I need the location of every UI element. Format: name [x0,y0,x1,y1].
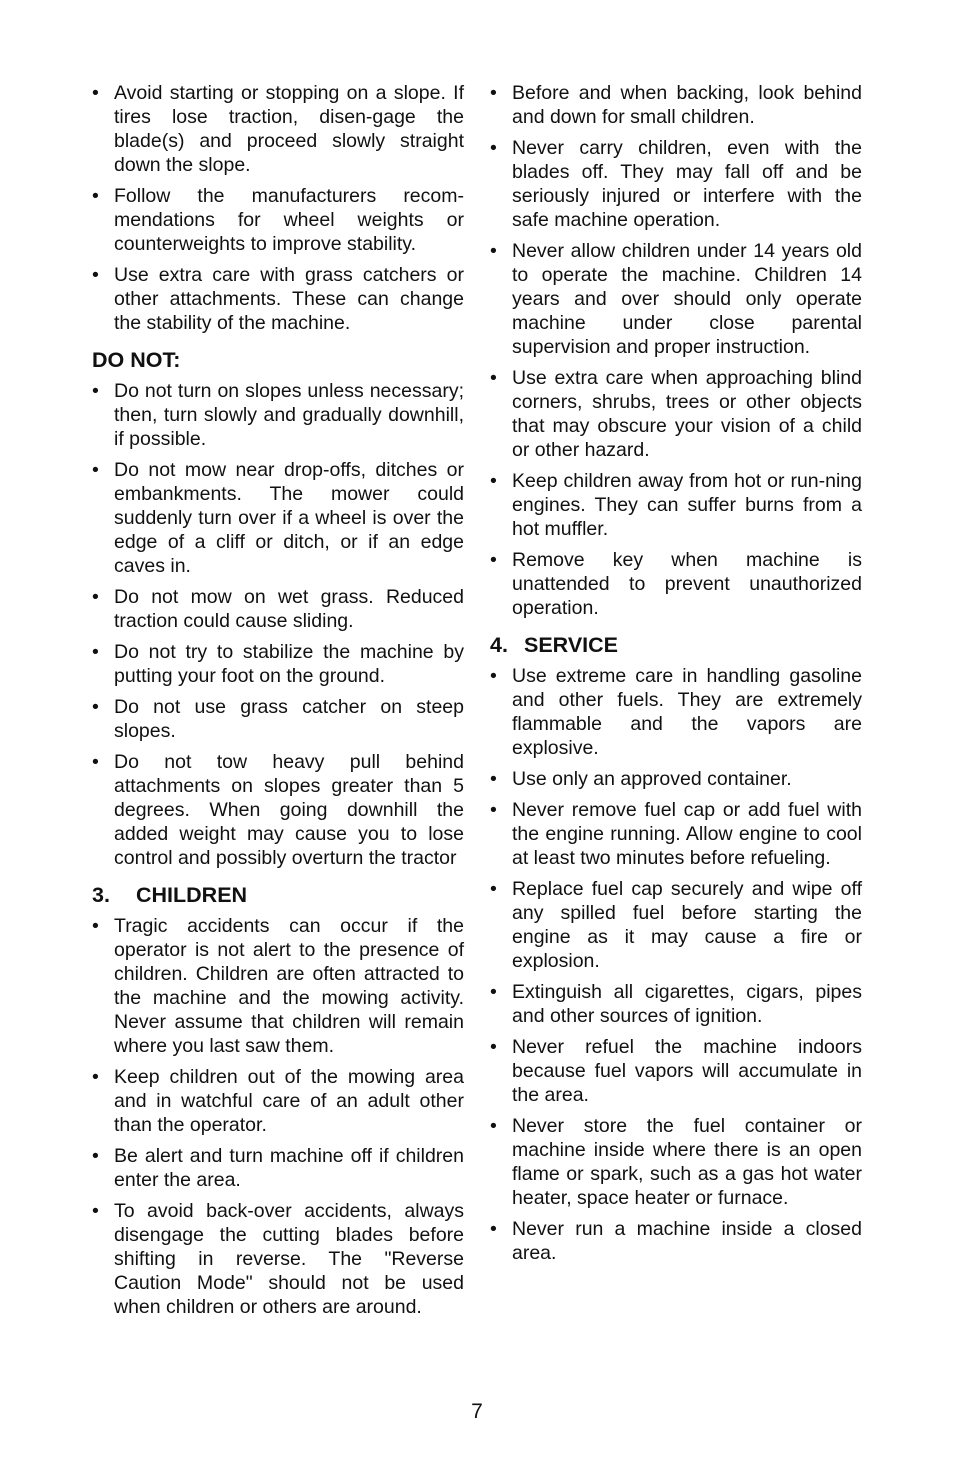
list-item: • Extinguish all cigarettes, cigars, pipes and other sources of ignition. [490,980,862,1028]
children-continued-list [490,81,862,620]
section-title: SERVICE [524,633,618,657]
list-item: • Be alert and turn machine off if children enter the area. [92,1144,464,1192]
section-title: CHILDREN [136,883,248,907]
list-item: • Do not mow near drop-offs, ditches or embankments. The mower could suddenly turn over if a wheel is over the edge of a cliff or ditch, or if an edge caves in. [92,458,464,578]
list-item: • Tragic accidents can occur if the operator is not alert to the presence of children. Children are often attracted to the machine and the mowing activity. Never assume that children will remain where you last saw them. [92,914,464,1058]
list-item: • Use extra care with grass catchers or other attachments. These can change the stability of the machine. [92,263,464,335]
children-heading [92,882,464,908]
list-item: • Never remove fuel cap or add fuel with the engine running. Allow engine to cool at least two minutes before refueling. [490,798,862,870]
list-item: • Never run a machine inside a closed area. [490,1217,862,1265]
section-number: 4. [490,633,508,657]
list-item: • Do not turn on slopes unless necessary; then, turn slowly and gradually downhill, if possible. [92,379,464,451]
list-item: • Keep children away from hot or run-ning engines. They can suffer burns from a hot muffler. [490,469,862,541]
list-item: • Follow the manufacturers recom-mendations for wheel weights or counterweights to improve stability. [92,184,464,256]
service-list [490,664,862,1265]
list-item: • Never carry children, even with the blades off. They may fall off and be seriously injured or interfere with the safe machine operation. [490,136,862,232]
list-item: • Use extreme care in handling gasoline and other fuels. They are extremely flammable and the vapors are explosive. [490,664,862,760]
list-item: • Do not tow heavy pull behind attachments on slopes greater than 5 degrees. When going downhill the added weight may cause you to lose control and possibly overturn the tractor [92,750,464,870]
section-number: 3. [92,883,110,907]
list-item: • Use only an approved container. [490,767,862,791]
list-item: • Never allow children under 14 years old to operate the machine. Children 14 years and over should only operate machine under close parental supervision and proper instruction. [490,239,862,359]
list-item: • Do not use grass catcher on steep slopes. [92,695,464,743]
list-item: • Never refuel the machine indoors because fuel vapors will accumulate in the area. [490,1035,862,1107]
children-list [92,914,464,1319]
service-heading [490,632,862,658]
list-item: • To avoid back-over accidents, always disengage the cutting blades before shifting in reverse. The "Reverse Caution Mode" should not be used when children or others are around. [92,1199,464,1319]
list-item: • Avoid starting or stopping on a slope. If tires lose traction, disen-gage the blade(s) and proceed slowly straight down the slope. [92,81,464,177]
left-column [92,81,464,1326]
list-item: • Do not mow on wet grass. Reduced traction could cause sliding. [92,585,464,633]
list-item: • Use extra care when approaching blind corners, shrubs, trees or other objects that may obscure your vision of a child or other hazard. [490,366,862,462]
page-number: 7 [471,1400,483,1423]
do-not-list [92,379,464,870]
list-item: • Keep children out of the mowing area and in watchful care of an adult other than the operator. [92,1065,464,1137]
list-item: • Do not try to stabilize the machine by putting your foot on the ground. [92,640,464,688]
list-item: • Before and when backing, look behind and down for small children. [490,81,862,129]
list-item: • Remove key when machine is unattended to prevent unauthorized operation. [490,548,862,620]
list-item: • Replace fuel cap securely and wipe off any spilled fuel before starting the engine as it may cause a fire or explosion. [490,877,862,973]
slope-guidelines-list [92,81,464,335]
list-item: • Never store the fuel container or machine inside where there is an open flame or spark, such as a gas hot water heater, space heater or furnace. [490,1114,862,1210]
right-column [490,81,862,1272]
do-not-heading: DO NOT: [92,348,181,372]
